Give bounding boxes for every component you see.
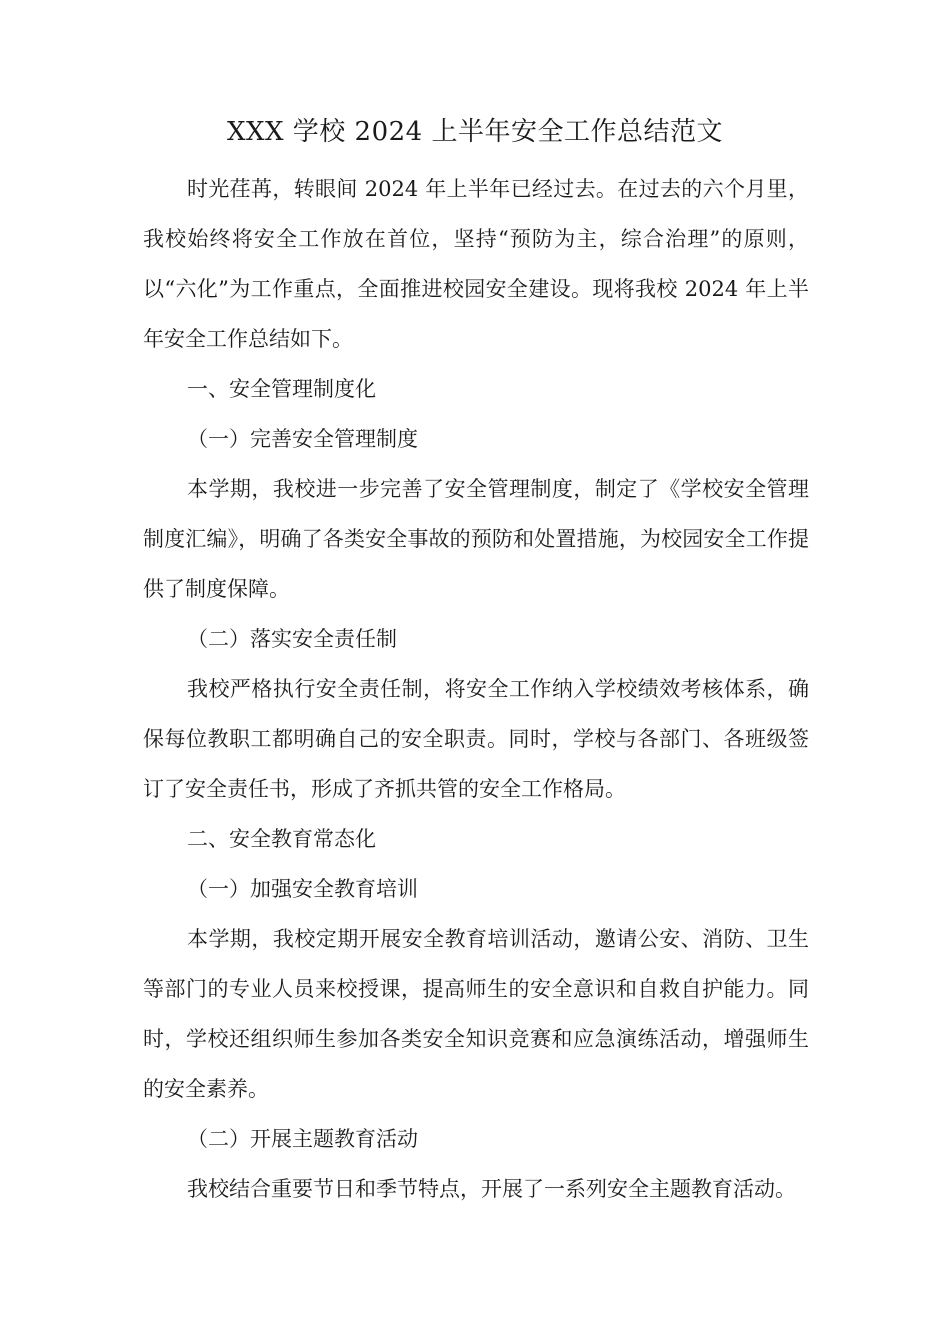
- subsection-heading-2-2: （二）开展主题教育活动: [187, 1127, 418, 1151]
- paragraph-1-2: 我校严格执行安全责任制，将安全工作纳入学校绩效考核体系，确保每位教职工都明确自己的安全职责。同时，学校与各部门、各班级签订了安全责任书，形成了齐抓共管的安全工作格局。: [143, 677, 809, 801]
- subsection-heading-1-1: （一）完善安全管理制度: [187, 427, 418, 451]
- document-body: [143, 164, 809, 1214]
- document-title: XXX 学校 2024 上半年安全工作总结范文: [227, 117, 723, 147]
- paragraph-1-1: 本学期，我校进一步完善了安全管理制度，制定了《学校安全管理制度汇编》，明确了各类安全事故的预防和处置措施，为校园安全工作提供了制度保障。: [143, 477, 809, 601]
- section-heading-2: 二、安全教育常态化: [187, 827, 376, 851]
- subsection-heading-1-2: （二）落实安全责任制: [187, 627, 397, 651]
- section-heading-1: 一、安全管理制度化: [187, 377, 376, 401]
- intro-paragraph: 时光荏苒，转眼间 2024 年上半年已经过去。在过去的六个月里，我校始终将安全工作放在首位，坚持“预防为主，综合治理”的原则，以“六化”为工作重点，全面推进校园安全建设。现将我校 2024 年上半年安全工作总结如下。: [143, 177, 809, 351]
- paragraph-2-2: 我校结合重要节日和季节特点，开展了一系列安全主题教育活动。: [187, 1177, 796, 1201]
- subsection-heading-2-1: （一）加强安全教育培训: [187, 877, 418, 901]
- paragraph-2-1: 本学期，我校定期开展安全教育培训活动，邀请公安、消防、卫生等部门的专业人员来校授课，提高师生的安全意识和自救自护能力。同时，学校还组织师生参加各类安全知识竞赛和应急演练活动，增强师生的安全素养。: [143, 927, 809, 1101]
